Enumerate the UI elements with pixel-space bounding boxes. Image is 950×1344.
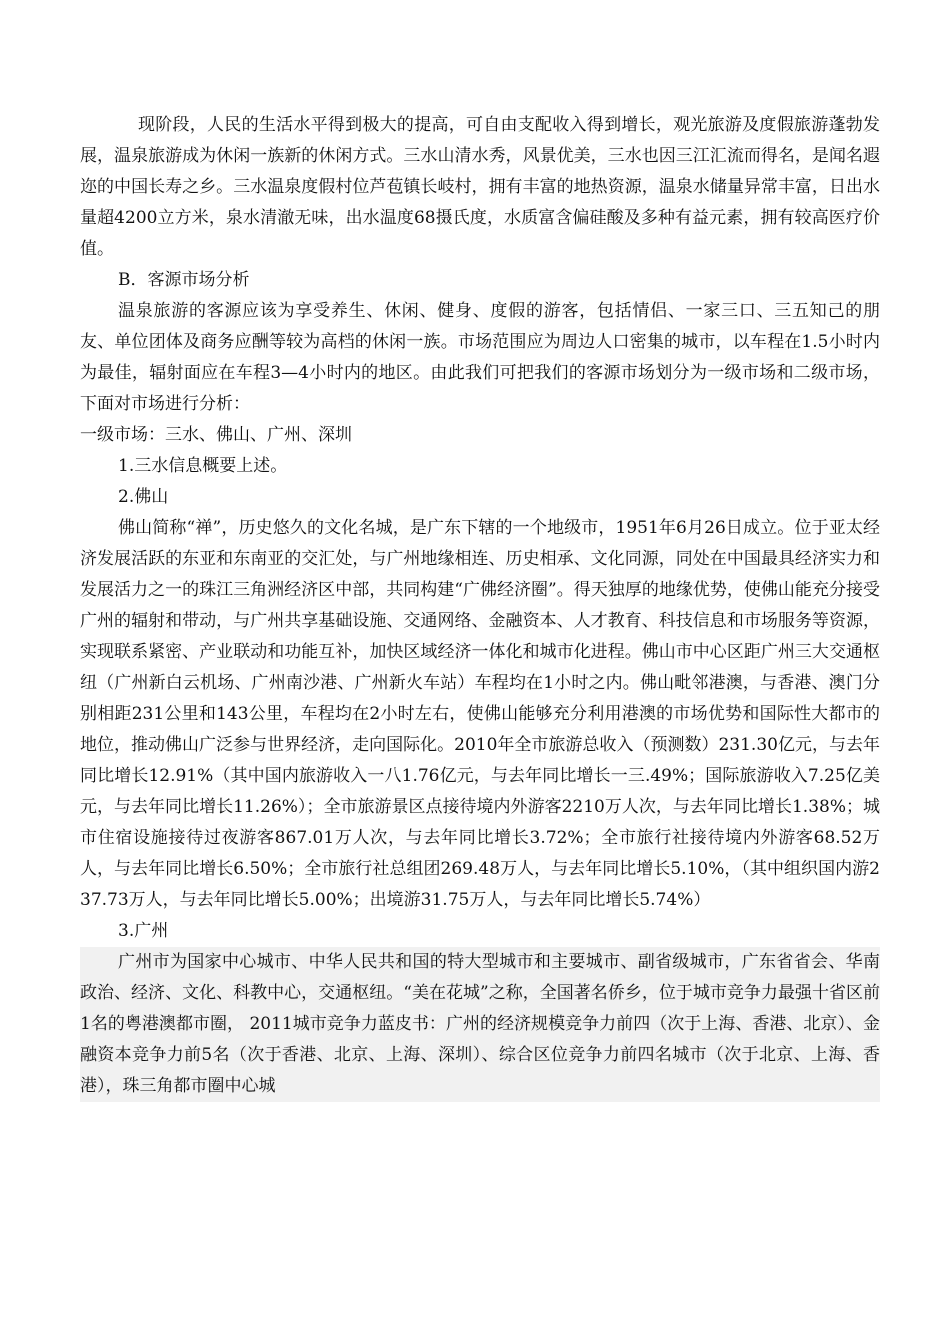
paragraph-primary-market: 一级市场：三水、佛山、广州、深圳 [80, 425, 352, 445]
paragraph-foshan: 佛山简称“禅”，历史悠久的文化名城，是广东下辖的一个地级市，1951年6月26日成立。位于亚太经济发展活跃的东亚和东南亚的交汇处，与广州地缘相连、历史相承、文化同源，同处在中国最具经济实力和发展活力之一的珠江三角洲经济区中部，共同构建“广佛经济圈”。得天独厚的地缘优势，使佛山能充分接受广州的辐射和带动，与广州共享基础设施、交通网络、金融资本、人才教育、科技信息和市场服务等资源，实现联系紧密、产业联动和功能互补，加快区域经济一体化和城市化进程。佛山市中心区距广州三大交通枢纽（广州新白云机场、广州南沙港、广州新火车站）车程均在1小时之内。佛山毗邻港澳，与香港、澳门分别相距231公里和143公里，车程均在2小时左右，使佛山能够充分利用港澳的市场优势和国际性大都市的地位，推动佛山广泛参与世界经济，走向国际化。2010年全市旅游总收入（预测数）231.30亿元，与去年同比增长12.91%（其中国内旅游收入一八1.76亿元，与去年同比增长一三.49%；国际旅游收入7.25亿美元，与去年同比增长11.26%）；全市旅游景区点接待境内外游客2210万人次，与去年同比增长1.38%；城市住宿设施接待过夜游客867.01万人次，与去年同比增长3.72%；全市旅行社接待境内外游客68.52万人，与去年同比增长6.50%；全市旅行社总组团269.48万人，与去年同比增长5.10%，（其中组织国内游237.73万人，与去年同比增长5.00%；出境游31.75万人，与去年同比增长5.74%） [80, 518, 880, 910]
document-body [80, 110, 880, 1102]
paragraph-intro: 现阶段，人民的生活水平得到极大的提高，可自由支配收入得到增长，观光旅游及度假旅游蓬勃发展，温泉旅游成为休闲一族新的休闲方式。三水山清水秀，风景优美，三水也因三江汇流而得名，是闻名遐迩的中国长寿之乡。三水温泉度假村位芦苞镇长岐村，拥有丰富的地热资源，温泉水储量异常丰富，日出水量超4200立方米，泉水清澈无味，出水温度68摄氏度，水质富含偏硅酸及多种有益元素，拥有较高医疗价值。 [80, 115, 880, 259]
paragraph-market-scope: 温泉旅游的客源应该为享受养生、休闲、健身、度假的游客，包括情侣、一家三口、三五知己的朋友、单位团体及商务应酬等较为高档的休闲一族。市场范围应为周边人口密集的城市，以车程在1.5小时内为最佳，辐射面应在车程3—4小时内的地区。由此我们可把我们的客源市场划分为一级市场和二级市场，下面对市场进行分析： [80, 301, 880, 414]
list-item-foshan: 2.佛山 [118, 487, 169, 507]
paragraph-guangzhou: 广州市为国家中心城市、中华人民共和国的特大型城市和主要城市、副省级城市，广东省省会、华南政治、经济、文化、科教中心，交通枢纽。“美在花城”之称，全国著名侨乡，位于城市竞争力最强十省区前1名的粤港澳都市圈， 2011城市竞争力蓝皮书：广州的经济规模竞争力前四（次于上海、香港、北京）、金融资本竞争力前5名（次于香港、北京、上海、深圳）、综合区位竞争力前四名城市（次于北京、上海、香港），珠三角都市圈中心城 [80, 947, 880, 1102]
list-item-sanshui: 1.三水信息概要上述。 [118, 456, 288, 476]
section-heading-b: B．客源市场分析 [118, 270, 250, 290]
list-item-guangzhou: 3.广州 [118, 921, 169, 941]
